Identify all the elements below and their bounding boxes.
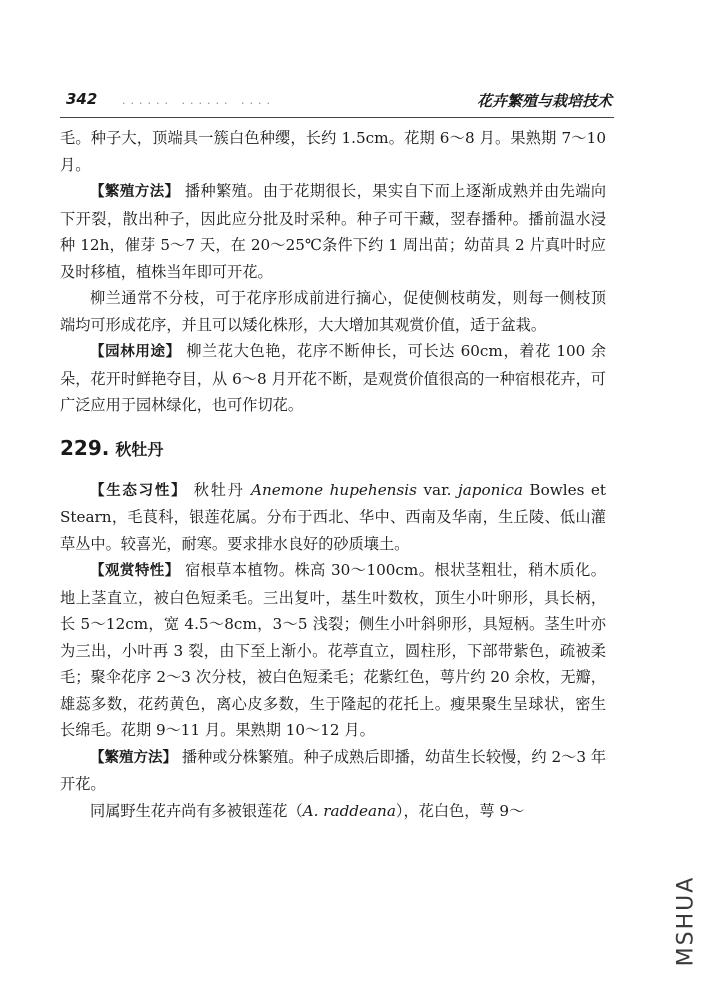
ecology-text-b: var. (416, 480, 459, 499)
page-body (60, 125, 606, 824)
section-title (60, 433, 606, 465)
section-number: 229. (60, 435, 110, 460)
paragraph-landscape-use (60, 338, 606, 419)
paragraph-propagation (60, 178, 606, 285)
landscape-use-heading: 【园林用途】 (90, 344, 181, 360)
paragraph-related-species (60, 798, 606, 825)
ornamental-heading: 【观赏特性】 (90, 563, 180, 579)
ornamental-text: 宿根草本植物。株高 30～100cm。根状茎粗壮，稍木质化。地上茎直立，被白色短柔毛。三出复叶，基生叶数枚，顶生小叶卵形，具长柄，长 5～12cm，宽 4.5～8cm，3～5 浅裂；侧生小叶斜卵形，具短柄。茎生叶亦为三出，小叶再 3 裂，由下至上渐小。花葶直立，圆柱形，下部带紫色，疏被柔毛；聚伞花序 2～3 次分枝，被白色短柔毛；花紫红色，萼片约 20 余枚，无瓣，雄蕊多数，花药黄色，离心皮多数，生于隆起的花托上。瘦果聚生呈球状，密生长绵毛。花期 9～11 月。果熟期 10～12 月。 (60, 561, 606, 739)
propagation-heading: 【繁殖方法】 (90, 184, 180, 200)
page-header (40, 90, 612, 110)
latin-genus-species: Anemone hupehensis (251, 480, 417, 499)
ecology-heading: 【生态习性】 (90, 482, 188, 499)
running-title: 花卉繁殖与栽培技术 (476, 92, 612, 110)
ecology-text-a: 秋牡丹 (187, 480, 252, 499)
propagation-text: 播种繁殖。由于花期很长，果实自下而上逐渐成熟并由先端向下开裂，散出种子，因此应分批及时采种。种子可干藏，翌春播种。播前温水浸种 12h，催芽 5～7 天，在 20～25℃条件下约 1 周出苗；幼苗具 2 片真叶时应及时移植，植株当年即可开花。 (60, 182, 607, 281)
watermark-text: MSHUA (673, 875, 699, 967)
related-text-a: 同属野生花卉尚有多被银莲花（ (90, 801, 303, 820)
related-text-b: ），花白色，萼 9～ (395, 801, 525, 820)
paragraph-continued: 毛。种子大，顶端具一簇白色种缨，长约 1.5cm。花期 6～8 月。果熟期 7～10 月。 (60, 129, 606, 174)
paragraph-ecology (60, 477, 606, 558)
section-name: 秋牡丹 (115, 439, 164, 459)
latin-variety: japonica (458, 480, 523, 499)
latin-related-species: A. raddeana (302, 801, 396, 820)
propagation-heading-229: 【繁殖方法】 (90, 749, 178, 766)
paragraph-ornamental (60, 557, 606, 744)
landscape-use-text: 柳兰花大色艳，花序不断伸长，可长达 60cm，着花 100 余朵，花开时鲜艳夺目，从 6～8 月开花不断，是观赏价值很高的一种宿根花卉，可广泛应用于园林绿化，也可作切花。 (60, 342, 606, 414)
watermark (666, 846, 706, 996)
page-number: 342 (66, 90, 98, 108)
paragraph-propagation-229 (60, 744, 606, 798)
ecology-text-c: Bowles et Stearn，毛茛科，银莲花属。分布于西北、华中、西南及华南，生丘陵、低山灌草丛中。较喜光，耐寒。要求排水良好的砂质壤土。 (60, 480, 607, 553)
paragraph-pinching: 柳兰通常不分枝，可于花序形成前进行摘心，促使侧枝萌发，则每一侧枝顶端均可形成花序，并且可以矮化株形，大大增加其观赏价值，适于盆栽。 (60, 289, 606, 334)
propagation-text-229: 播种或分株繁殖。种子成熟后即播，幼苗生长较慢，约 2～3 年开花。 (60, 747, 607, 793)
header-dots: ...... ...... .... (122, 94, 275, 107)
header-rule (60, 117, 614, 118)
